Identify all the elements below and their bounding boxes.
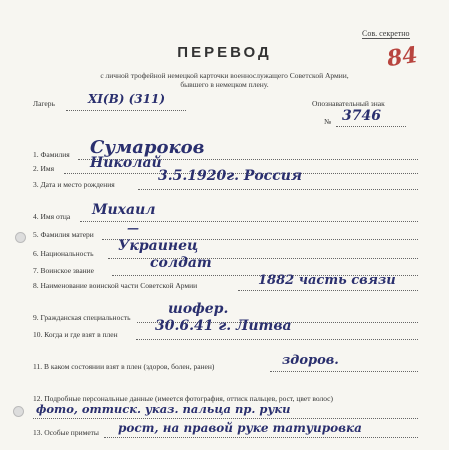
field-label-marks: Особые приметы	[44, 428, 99, 437]
field-label-mother: Фамилия матери	[40, 230, 94, 239]
field-num: 13.	[33, 428, 43, 437]
field-num: 2.	[33, 164, 39, 173]
field-value-unit: 1882 часть связи	[258, 273, 396, 288]
field-value-surname: Сумароков	[90, 137, 205, 158]
field-num: 11.	[33, 362, 43, 371]
subtitle-line2: бывшего в немецком плену.	[180, 80, 269, 89]
field-num: 8.	[33, 281, 39, 290]
field-value-nationality: Украинец	[118, 238, 199, 254]
field-value-mother: —	[127, 221, 139, 235]
page-title: ПЕРЕВОД	[177, 44, 272, 61]
field-label-personal: Подробные персональные данные (имеется фотография, оттиск пальцев, рост, цвет волос)	[44, 394, 333, 403]
field-num: 1.	[33, 150, 39, 159]
field-label-rank: Воинское звание	[40, 266, 95, 275]
field-num: 7.	[33, 266, 39, 275]
camp-label: Лагерь	[33, 99, 55, 108]
field-label-name: Имя	[40, 164, 55, 173]
ident-value: 3746	[342, 108, 381, 124]
field-label-captured: Когда и где взят в плен	[44, 330, 118, 339]
field-label-birth: Дата и место рождения	[40, 180, 115, 189]
field-num: 3.	[33, 180, 39, 189]
field-num: 4.	[33, 212, 39, 221]
field-label-father: Имя отца	[40, 212, 71, 221]
archive-number: 84	[385, 41, 420, 73]
field-value-captured: 30.6.41 г. Литва	[155, 318, 292, 334]
subtitle-line1: с личной трофейной немецкой карточки военнослужащего Советской Армии,	[100, 71, 349, 80]
camp-value: XI(B) (311)	[88, 92, 166, 106]
field-value-condition: здоров.	[282, 353, 339, 368]
field-label-unit: Наименование воинской части Советской Армии	[40, 281, 198, 290]
secret-stamp: Сов. секретно	[362, 29, 410, 38]
field-num: 12.	[33, 394, 43, 403]
field-num: 9.	[33, 313, 39, 322]
punch-hole	[13, 406, 24, 417]
field-num: 6.	[33, 249, 39, 258]
field-num: 10.	[33, 330, 43, 339]
field-label-nationality: Национальность	[40, 249, 94, 258]
field-label-profession: Гражданская специальность	[40, 313, 131, 322]
field-value-rank: солдат	[150, 255, 212, 271]
field-value-father: Михаил	[92, 202, 156, 218]
field-value-personal: фото, оттиск. указ. пальца пр. руки	[36, 402, 291, 416]
field-label-condition: В каком состоянии взят в плен (здоров, болен, ранен)	[43, 362, 215, 371]
field-value-name: Николай	[90, 155, 162, 171]
field-num: 5.	[33, 230, 39, 239]
field-value-birth: 3.5.1920г. Россия	[158, 168, 303, 184]
field-label-surname: Фамилия	[40, 150, 70, 159]
ident-label: Опознавательный знак	[312, 99, 385, 108]
ident-no: №	[324, 117, 332, 126]
field-value-marks: рост, на правой руке татуировка	[118, 421, 362, 435]
punch-hole	[15, 232, 26, 243]
field-value-profession: шофер.	[168, 301, 229, 317]
